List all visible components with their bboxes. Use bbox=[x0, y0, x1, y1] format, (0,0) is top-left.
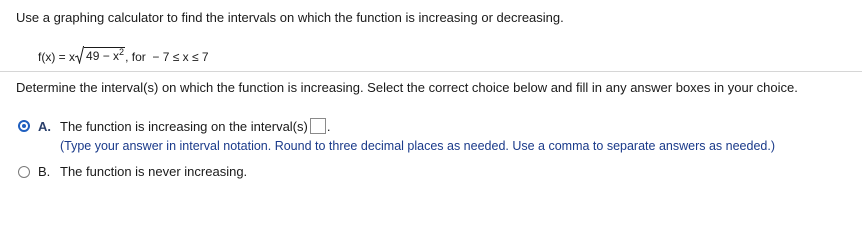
choice-a-letter: A. bbox=[38, 118, 51, 134]
choice-b-radio[interactable] bbox=[18, 166, 30, 178]
formula-domain: , for − 7 ≤ x ≤ 7 bbox=[125, 50, 209, 64]
interval-answer-input[interactable] bbox=[310, 118, 326, 134]
choice-a[interactable] bbox=[18, 118, 330, 134]
square-root bbox=[75, 46, 125, 64]
function-formula bbox=[38, 46, 209, 64]
choice-b-text: The function is never increasing. bbox=[60, 164, 248, 179]
radicand-exponent: 2 bbox=[119, 47, 125, 57]
radical-sign-icon bbox=[75, 46, 84, 64]
choice-a-hint: (Type your answer in interval notation. Round to three decimal places as needed. Use a comma to separate answers as needed.) bbox=[60, 139, 775, 153]
question-text: Determine the interval(s) on which the function is increasing. Select the correct choice below and fill in any answer boxes in your choice. bbox=[16, 80, 798, 95]
choice-a-radio[interactable] bbox=[18, 120, 30, 132]
formula-lhs: f(x) = x bbox=[38, 50, 76, 64]
choice-b[interactable] bbox=[18, 164, 247, 179]
radicand-main: 49 − x bbox=[86, 49, 120, 63]
choice-a-text: The function is increasing on the interval(s) bbox=[60, 118, 308, 134]
problem-prompt: Use a graphing calculator to find the intervals on which the function is increasing or decreasing. bbox=[16, 10, 564, 25]
section-divider bbox=[0, 71, 862, 72]
radicand bbox=[84, 47, 125, 64]
choice-a-period: . bbox=[326, 118, 331, 134]
choice-b-letter: B. bbox=[38, 164, 51, 179]
